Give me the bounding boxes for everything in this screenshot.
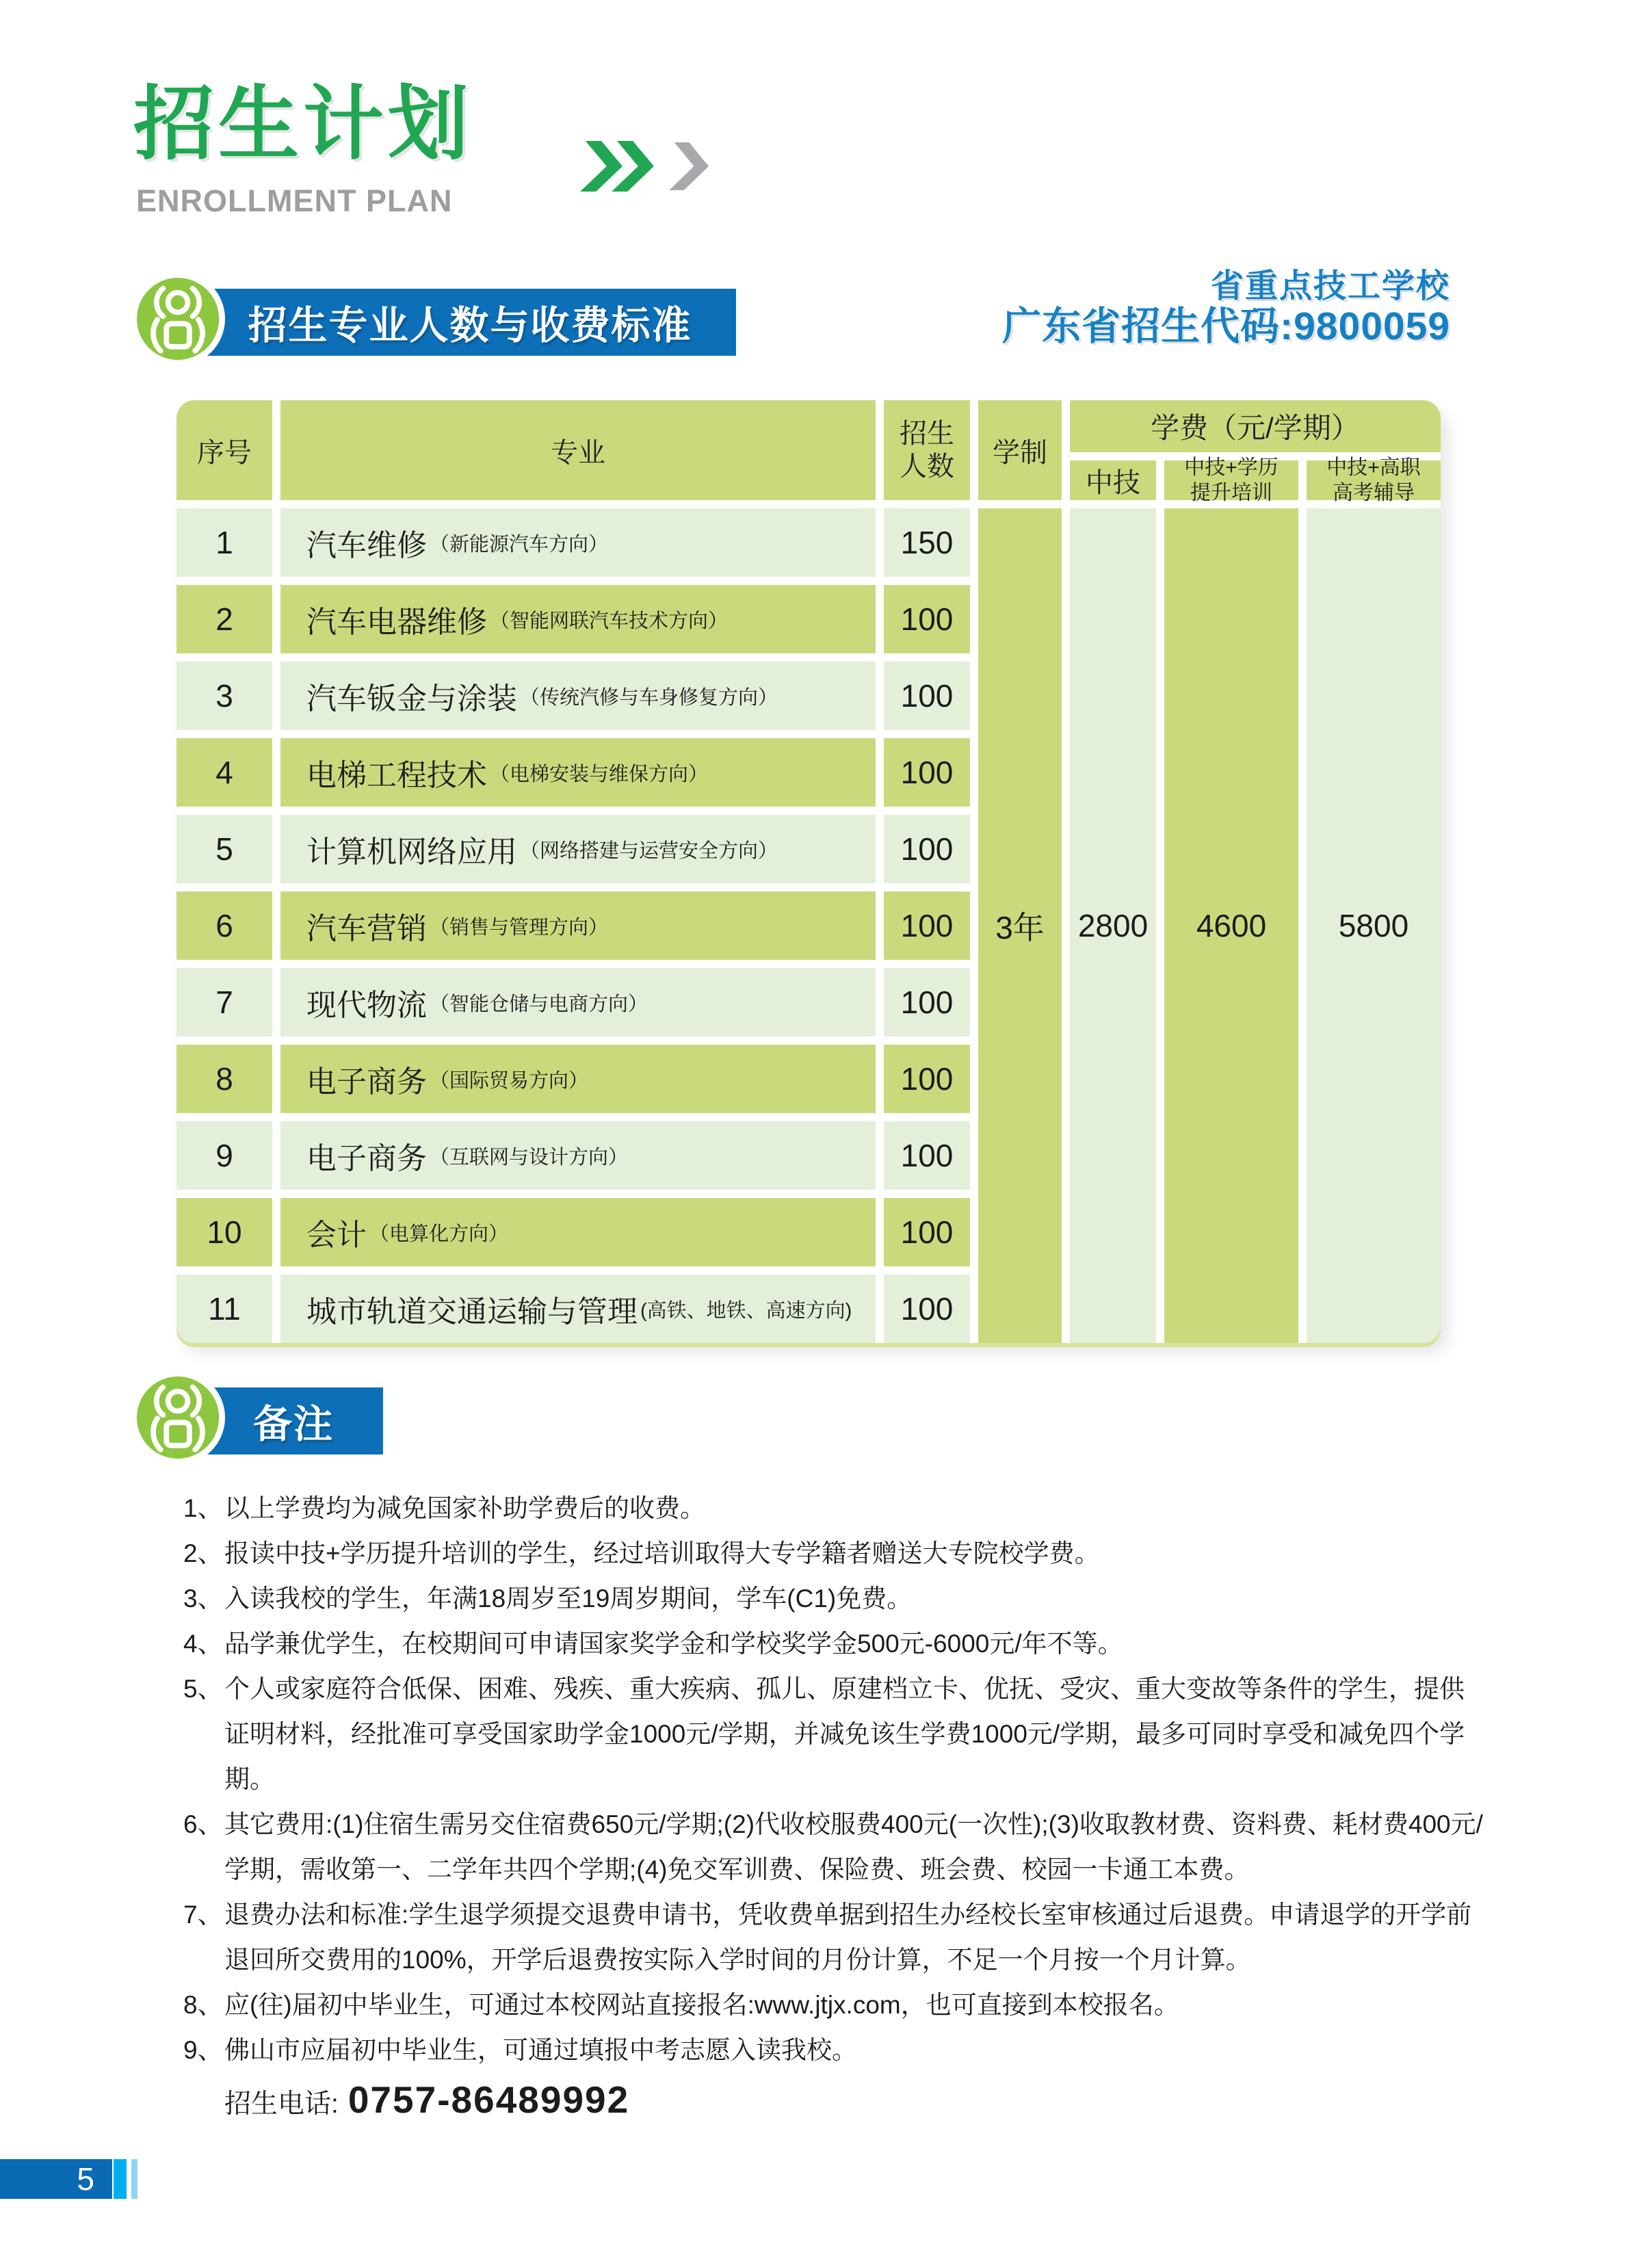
note-text: 佛山市应届初中毕业生，可通过填报中考志愿入读我校。 xyxy=(224,2036,857,2064)
major-name: 计算机网络应用 xyxy=(306,835,517,869)
note-number: 3、 xyxy=(183,1584,223,1613)
major-name: 电子商务 xyxy=(306,1065,427,1099)
col-header-count-line2: 人数 xyxy=(900,452,954,482)
major-cell xyxy=(280,1275,876,1343)
page-number-bar xyxy=(0,2159,112,2199)
enrollment-count: 100 xyxy=(884,815,970,883)
note-item xyxy=(183,1983,1483,2028)
note-text: 个人或家庭符合低保、困难、残疾、重大疾病、孤儿、原建档立卡、优抚、受灾、重大变故等条件的学生，提供证明材料，经批准可享受国家助学金1000元/学期，并减免该生学费1000元/学期，最多可同时享受和减免四个学期。 xyxy=(224,1675,1465,1793)
major-direction: （智能网联汽车技术方向） xyxy=(490,610,729,632)
col-header-fee-xueli-line2: 提升培训 xyxy=(1190,482,1272,504)
chevrons-decoration xyxy=(583,141,709,192)
note-item xyxy=(183,1531,1483,1576)
note-number: 9、 xyxy=(183,2036,223,2064)
major-cell xyxy=(280,585,876,653)
major-name: 汽车电器维修 xyxy=(306,605,487,639)
major-direction: （国际贸易方向） xyxy=(430,1069,589,1092)
col-header-fee-gaokao-line2: 高考辅导 xyxy=(1333,482,1415,504)
major-cell xyxy=(280,968,876,1036)
phone-number: 0757-86489992 xyxy=(348,2078,630,2121)
col-header-fee-xueli-line1: 中技+学历 xyxy=(1184,456,1279,479)
enrollment-count: 150 xyxy=(884,508,970,577)
col-header-fee-xueli xyxy=(1164,456,1298,504)
note-text: 品学兼优学生，在校期间可申请国家奖学金和学校奖学金500元-6000元/年不等。 xyxy=(224,1630,1123,1658)
major-cell xyxy=(280,738,876,807)
major-direction: （传统汽修与车身修复方向） xyxy=(520,686,778,709)
notes-list xyxy=(183,1486,1483,2127)
row-number: 2 xyxy=(176,585,272,653)
people-icon xyxy=(137,1377,219,1459)
enrollment-count: 100 xyxy=(884,1198,970,1266)
fee-zhongji-cell: 2800 xyxy=(1070,508,1156,1343)
col-header-count-line1: 招生 xyxy=(900,419,954,449)
note-number: 6、 xyxy=(183,1810,223,1838)
note-item xyxy=(183,1667,1483,1802)
section-title-fees: 招生专业人数与收费标准 xyxy=(204,289,736,356)
chevron-right-icon xyxy=(580,141,625,192)
row-number: 10 xyxy=(176,1198,272,1266)
phone-line xyxy=(224,2077,1483,2127)
note-item xyxy=(183,1486,1483,1531)
note-text: 入读我校的学生，年满18周岁至19周岁期间，学车(C1)免费。 xyxy=(224,1584,913,1613)
duration-cell: 3年 xyxy=(978,508,1062,1343)
col-header-no: 序号 xyxy=(176,400,272,500)
fee-xueli-cell: 4600 xyxy=(1164,508,1298,1343)
major-name: 城市轨道交通运输与管理 xyxy=(306,1295,638,1329)
major-direction: (高铁、地铁、高速方向) xyxy=(640,1299,852,1322)
note-text: 应(往)届初中毕业生，可通过本校网站直接报名:www.jtjx.com，也可直接到本校报名。 xyxy=(224,1991,1179,2019)
phone-label: 招生电话: xyxy=(224,2089,339,2119)
note-text: 以上学费均为减免国家补助学费后的收费。 xyxy=(224,1494,705,1522)
note-number: 8、 xyxy=(183,1991,223,2019)
section-title-notes: 备注 xyxy=(204,1387,383,1454)
col-header-fee-gaokao-line1: 中技+高职 xyxy=(1326,456,1421,479)
row-number: 8 xyxy=(176,1045,272,1113)
enrollment-count: 100 xyxy=(884,891,970,960)
note-item xyxy=(183,1621,1483,1667)
row-number: 4 xyxy=(176,738,272,807)
major-direction: （智能仓储与电商方向） xyxy=(430,993,648,1015)
major-direction: （网络搭建与运营安全方向） xyxy=(520,839,778,862)
major-direction: （互联网与设计方向） xyxy=(430,1146,629,1169)
note-item xyxy=(183,1802,1483,1892)
major-direction: （新能源汽车方向） xyxy=(430,533,609,556)
note-item xyxy=(183,2028,1483,2073)
school-code: 广东省招生代码:9800059 xyxy=(1002,304,1450,348)
school-type: 省重点技工学校 xyxy=(1210,268,1450,304)
col-header-fee-gaokao xyxy=(1307,456,1441,504)
school-info xyxy=(1002,268,1450,349)
page-footer xyxy=(0,2159,137,2199)
major-name: 汽车营销 xyxy=(306,912,427,945)
page-number: 5 xyxy=(77,2161,94,2197)
major-cell xyxy=(280,1045,876,1113)
major-name: 汽车钣金与涂装 xyxy=(306,682,517,716)
row-number: 3 xyxy=(176,662,272,730)
row-number: 1 xyxy=(176,508,272,577)
note-number: 2、 xyxy=(183,1539,223,1567)
enrollment-count: 100 xyxy=(884,738,970,807)
col-header-duration: 学制 xyxy=(978,400,1062,500)
major-direction: （电梯安装与维保方向） xyxy=(490,763,709,785)
major-name: 会计 xyxy=(306,1218,367,1252)
major-name: 电梯工程技术 xyxy=(306,759,487,792)
major-name: 电子商务 xyxy=(306,1142,427,1175)
page-title: 招生计划 xyxy=(133,79,473,170)
note-number: 7、 xyxy=(183,1901,223,1929)
note-number: 5、 xyxy=(183,1675,223,1703)
enrollment-count: 100 xyxy=(884,1121,970,1190)
major-cell xyxy=(280,891,876,960)
major-cell xyxy=(280,508,876,577)
col-header-fee-band: 学费（元/学期） xyxy=(1070,400,1441,452)
enrollment-fee-table xyxy=(176,400,1441,1343)
row-number: 11 xyxy=(176,1275,272,1343)
note-text: 其它费用:(1)住宿生需另交住宿费650元/学期;(2)代收校服费400元(一次性);(3)收取教材费、资料费、耗材费400元/学期，需收第一、二学年共四个学期;(4)免交军训费、保险费、班会费、校园一卡通工本费。 xyxy=(224,1810,1483,1883)
major-cell xyxy=(280,815,876,883)
col-header-major: 专业 xyxy=(280,400,876,500)
enrollment-count: 100 xyxy=(884,1275,970,1343)
note-item xyxy=(183,1576,1483,1621)
note-text: 退费办法和标准:学生退学须提交退费申请书，凭收费单据到招生办经校长室审核通过后退费。申请退学的开学前退回所交费用的100%，开学后退费按实际入学时间的月份计算，不足一个月按一个月计算。 xyxy=(224,1901,1472,1974)
chevron-right-icon xyxy=(669,142,711,190)
note-text: 报读中技+学历提升培训的学生，经过培训取得大专学籍者赠送大专院校学费。 xyxy=(224,1539,1100,1567)
footer-accent-square xyxy=(114,2159,127,2199)
col-header-count xyxy=(884,400,970,500)
enrollment-count: 100 xyxy=(884,662,970,730)
fee-gaokao-cell: 5800 xyxy=(1307,508,1441,1343)
row-number: 9 xyxy=(176,1121,272,1190)
enrollment-count: 100 xyxy=(884,1045,970,1113)
col-header-fee-zhongji: 中技 xyxy=(1070,460,1156,500)
enrollment-count: 100 xyxy=(884,968,970,1036)
row-number: 7 xyxy=(176,968,272,1036)
major-cell xyxy=(280,662,876,730)
major-name: 汽车维修 xyxy=(306,529,427,562)
footer-accent-strip xyxy=(131,2159,137,2199)
major-cell xyxy=(280,1121,876,1190)
note-number: 4、 xyxy=(183,1630,223,1658)
major-name: 现代物流 xyxy=(306,989,427,1022)
page-subtitle: ENROLLMENT PLAN xyxy=(136,183,453,218)
major-direction: （电算化方向） xyxy=(369,1223,509,1245)
note-number: 1、 xyxy=(183,1494,223,1522)
row-number: 5 xyxy=(176,815,272,883)
row-number: 6 xyxy=(176,891,272,960)
note-item xyxy=(183,1892,1483,1983)
people-icon xyxy=(137,278,219,360)
major-cell xyxy=(280,1198,876,1266)
major-direction: （销售与管理方向） xyxy=(430,916,609,939)
enrollment-count: 100 xyxy=(884,585,970,653)
